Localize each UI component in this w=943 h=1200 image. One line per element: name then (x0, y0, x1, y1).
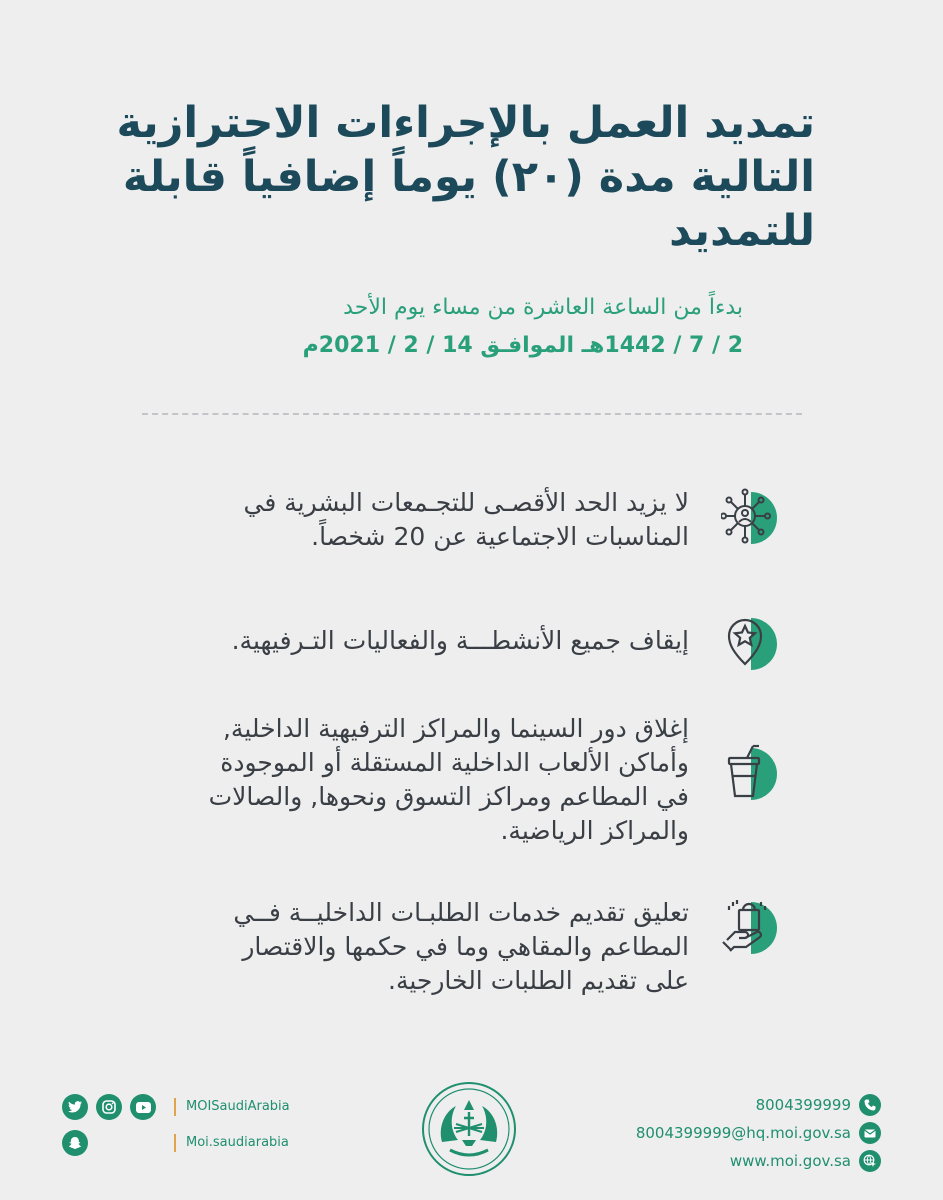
start-line: بدءاً من الساعة العاشرة من مساء يوم الأحد (343, 295, 743, 320)
page-title (115, 96, 815, 258)
social-links (62, 1092, 322, 1162)
effective-date (143, 290, 743, 366)
snapchat-handle[interactable]: Moi.saudiarabia (174, 1134, 289, 1152)
social-icons-row (62, 1094, 156, 1120)
drink-popcorn-icon (721, 742, 783, 804)
website-row[interactable] (730, 1150, 881, 1172)
measure-text: تعليق تقديم خدمات الطلبـات الداخليــة فــي المطاعم والمقاهي وما في حكمها والاقتصار على تقديم الطلبات الخارجية. (233, 898, 689, 995)
title-line-1: تمديد العمل بالإجراءات الاحترازية (116, 98, 815, 148)
phone-row[interactable] (756, 1094, 881, 1116)
date-line: 2 / 7 / 1442هـ الموافـق 14 / 2 / 2021م (302, 333, 743, 358)
globe-cursor-icon (859, 1150, 881, 1172)
snapchat-row (62, 1130, 88, 1156)
contact-info (601, 1092, 881, 1182)
measure-item (83, 896, 783, 1046)
email-row[interactable] (636, 1122, 881, 1144)
email-icon (859, 1122, 881, 1144)
phone-icon (859, 1094, 881, 1116)
takeaway-bag-icon (721, 896, 783, 958)
people-network-icon (721, 486, 783, 548)
phone-number[interactable]: 8004399999 (755, 1096, 851, 1114)
measure-item (83, 712, 783, 862)
twitter-icon[interactable] (62, 1094, 88, 1120)
youtube-icon[interactable] (130, 1094, 156, 1120)
measure-text: إيقاف جميع الأنشطـــة والفعاليات التـرفيهية. (231, 626, 689, 655)
measure-text: لا يزيد الحد الأقصـى للتجـمعات البشرية في المناسبات الاجتماعية عن 20 شخصاً. (243, 488, 689, 551)
email-address[interactable]: 8004399999@hq.moi.gov.sa (635, 1124, 851, 1142)
title-line-3: للتمديد (669, 206, 815, 256)
social-handle[interactable]: MOISaudiArabia (174, 1098, 290, 1116)
title-line-2: التالية مدة (٢٠) يوماً إضافياً قابلة (122, 152, 815, 202)
instagram-icon[interactable] (96, 1094, 122, 1120)
dashed-divider (142, 413, 802, 415)
moi-emblem-logo (420, 1080, 518, 1178)
website-url[interactable]: www.moi.gov.sa (729, 1152, 851, 1170)
snapchat-icon[interactable] (62, 1130, 88, 1156)
measure-text: إغلاق دور السينما والمراكز الترفيهية الداخلية, وأماكن الألعاب الداخلية المستقلة أو الموجودة في المطاعم ومراكز التسوق ونحوها, والصالات والمراكز الرياضية. (208, 714, 689, 845)
star-pin-icon (721, 612, 783, 674)
